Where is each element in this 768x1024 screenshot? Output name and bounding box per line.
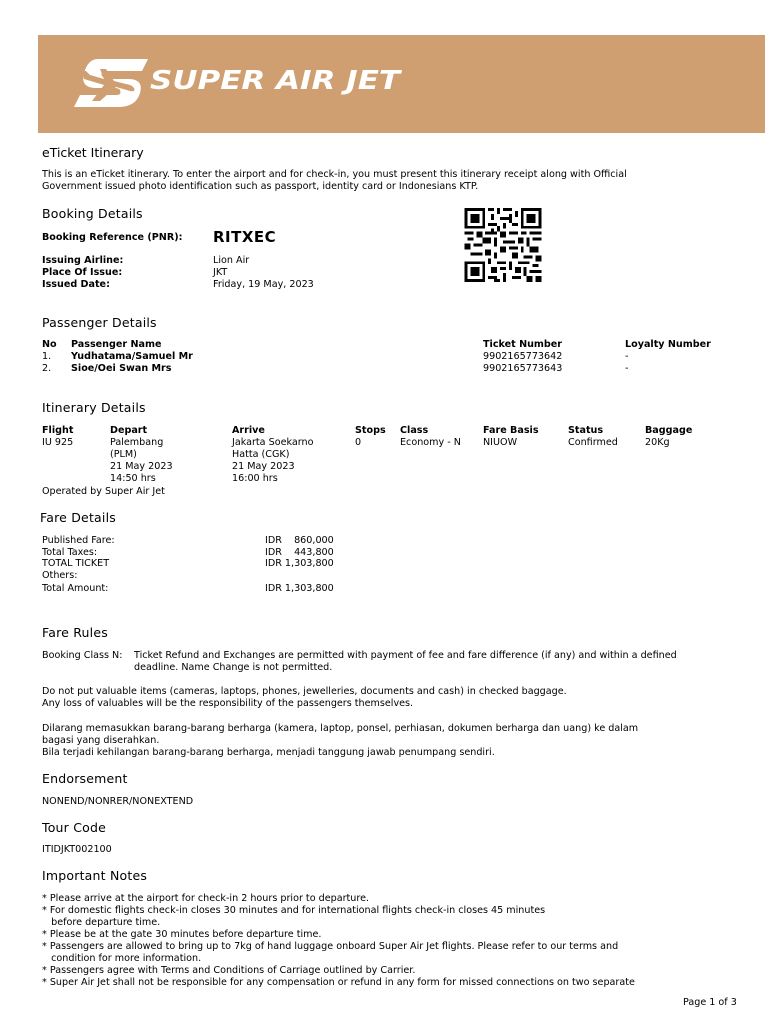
booking-details-title: Booking Details xyxy=(42,206,143,221)
depart-date: 21 May 2023 xyxy=(110,461,173,472)
fare-basis-value: NIUOW xyxy=(483,437,518,448)
place-value: JKT xyxy=(213,267,228,278)
note-line: * Passengers agree with Terms and Conditions of Carriage outlined by Carrier. xyxy=(42,965,416,976)
issued-date-value: Friday, 19 May, 2023 xyxy=(213,279,314,290)
header-banner xyxy=(38,35,765,133)
note-line: * Passengers are allowed to bring up to 7kg of hand luggage onboard Super Air Jet flights. Please refer to our terms and xyxy=(42,941,619,952)
depart-city: Palembang xyxy=(110,437,164,448)
passenger-row-loyalty: - xyxy=(625,363,629,374)
valuables-en-line-2: Any loss of valuables will be the responsibility of the passengers themselves. xyxy=(42,698,414,709)
passenger-header-loyalty: Loyalty Number xyxy=(625,339,711,350)
fare-details-title: Fare Details xyxy=(40,510,116,525)
pnr-value: RITXEC xyxy=(213,228,277,246)
flight-number: IU 925 xyxy=(42,437,74,448)
note-line: * Please arrive at the airport for check-in 2 hours prior to departure. xyxy=(42,893,370,904)
passenger-row-no: 1. xyxy=(42,351,52,362)
arrive-code: Hatta (CGK) xyxy=(232,449,290,460)
endorsement-title: Endorsement xyxy=(42,771,128,786)
note-line: * Super Air Jet shall not be responsible for any compensation or refund in any form for missed connections on two separate xyxy=(42,977,635,988)
itinerary-header-stops: Stops xyxy=(355,425,386,436)
status-value: Confirmed xyxy=(568,437,618,448)
brand-wordmark: SUPER AIR JET xyxy=(150,66,403,96)
booking-class-text-line-1: Ticket Refund and Exchanges are permitted with payment of fee and fare difference (if any) and within a defined xyxy=(134,650,677,661)
baggage-value: 20Kg xyxy=(645,437,670,448)
itinerary-header-flight: Flight xyxy=(42,425,74,436)
fare-rules-title: Fare Rules xyxy=(42,625,108,640)
page-title: eTicket Itinerary xyxy=(42,145,144,160)
intro-line-1: This is an eTicket itinerary. To enter the airport and for check-in, you must present this itinerary receipt along with Official xyxy=(42,169,627,180)
total-taxes-label: Total Taxes: xyxy=(42,547,98,558)
others-label: Others: xyxy=(42,570,78,581)
valuables-en-line-1: Do not put valuable items (cameras, laptops, phones, jewelleries, documents and cash) in checked baggage. xyxy=(42,686,567,697)
tour-code-value: ITIDJKT002100 xyxy=(42,844,112,855)
note-line: * Please be at the gate 30 minutes before departure time. xyxy=(42,929,322,940)
passenger-header-name: Passenger Name xyxy=(71,339,162,350)
total-taxes-value: IDR 443,800 xyxy=(265,547,334,558)
arrive-date: 21 May 2023 xyxy=(232,461,295,472)
passenger-header-no: No xyxy=(42,339,57,350)
important-notes-title: Important Notes xyxy=(42,868,148,883)
super-air-jet-logo xyxy=(70,57,410,109)
total-amount-label: Total Amount: xyxy=(42,583,109,594)
page-number: Page 1 of 3 xyxy=(683,997,737,1008)
qr-code xyxy=(464,208,542,282)
pnr-label: Booking Reference (PNR): xyxy=(42,232,183,243)
passenger-row-name: Yudhatama/Samuel Mr xyxy=(71,351,193,362)
itinerary-details-title: Itinerary Details xyxy=(42,400,146,415)
itinerary-header-baggage: Baggage xyxy=(645,425,693,436)
airline-value: Lion Air xyxy=(213,255,250,266)
class-value: Economy - N xyxy=(400,437,461,448)
arrive-city: Jakarta Soekarno xyxy=(232,437,314,448)
endorsement-value: NONEND/NONRER/NONEXTEND xyxy=(42,796,194,807)
depart-time: 14:50 hrs xyxy=(110,473,156,484)
note-line: before departure time. xyxy=(42,917,161,928)
tour-code-title: Tour Code xyxy=(42,820,106,835)
booking-class-text-line-2: deadline. Name Change is not permitted. xyxy=(134,662,333,673)
valuables-id-line-3: Bila terjadi kehilangan barang-barang berharga, menjadi tanggung jawab penumpang sendiri. xyxy=(42,747,495,758)
passenger-row-name: Sioe/Oei Swan Mrs xyxy=(71,363,172,374)
note-line: condition for more information. xyxy=(42,953,202,964)
published-fare-label: Published Fare: xyxy=(42,535,115,546)
place-label: Place Of Issue: xyxy=(42,267,123,278)
valuables-id-line-2: bagasi yang diserahkan. xyxy=(42,735,160,746)
passenger-row-no: 2. xyxy=(42,363,52,374)
passenger-row-ticket: 9902165773643 xyxy=(483,363,563,374)
booking-class-label: Booking Class N: xyxy=(42,650,123,661)
operated-by: Operated by Super Air Jet xyxy=(42,486,165,497)
airline-label: Issuing Airline: xyxy=(42,255,124,266)
itinerary-header-depart: Depart xyxy=(110,425,148,436)
stops-value: 0 xyxy=(355,437,362,448)
passenger-details-title: Passenger Details xyxy=(42,315,157,330)
depart-code: (PLM) xyxy=(110,449,137,460)
arrive-time: 16:00 hrs xyxy=(232,473,278,484)
itinerary-header-class: Class xyxy=(400,425,429,436)
valuables-id-line-1: Dilarang memasukkan barang-barang berharga (kamera, laptop, ponsel, perhiasan, dokumen berharga dan uang) ke dalam xyxy=(42,723,639,734)
passenger-row-ticket: 9902165773642 xyxy=(483,351,563,362)
itinerary-header-status: Status xyxy=(568,425,604,436)
issued-date-label: Issued Date: xyxy=(42,279,110,290)
note-line: * For domestic flights check-in closes 30 minutes and for international flights check-in closes 45 minutes xyxy=(42,905,546,916)
total-amount-value: IDR 1,303,800 xyxy=(265,583,334,594)
intro-line-2: Government issued photo identification such as passport, identity card or Indonesians KTP. xyxy=(42,181,479,192)
total-ticket-label: TOTAL TICKET xyxy=(42,558,110,569)
passenger-header-ticket: Ticket Number xyxy=(483,339,563,350)
itinerary-header-arrive: Arrive xyxy=(232,425,265,436)
passenger-row-loyalty: - xyxy=(625,351,629,362)
total-ticket-value: IDR 1,303,800 xyxy=(265,558,334,569)
itinerary-header-fare-basis: Fare Basis xyxy=(483,425,539,436)
published-fare-value: IDR 860,000 xyxy=(265,535,334,546)
